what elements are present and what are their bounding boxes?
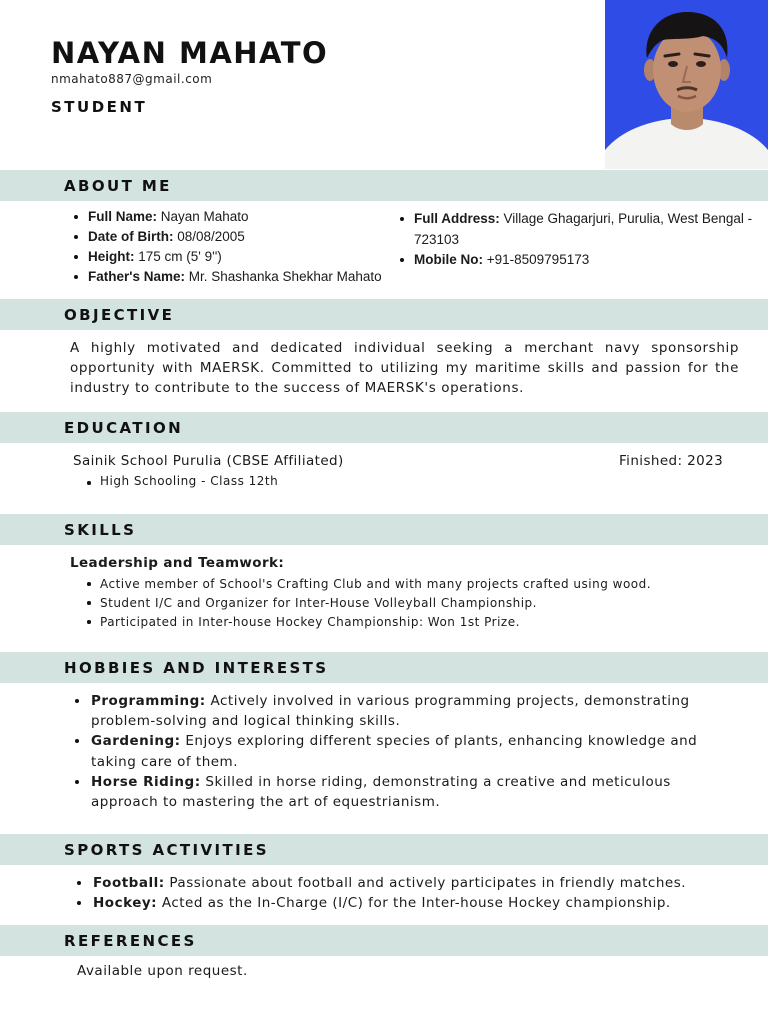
section-title: ABOUT ME xyxy=(64,177,172,195)
section-header-sports xyxy=(0,834,768,865)
section-title: OBJECTIVE xyxy=(64,306,175,324)
field-label: Full Address: xyxy=(414,211,500,226)
list-item: Participated in Inter-house Hockey Championship: Won 1st Prize. xyxy=(100,613,651,632)
field-label: Full Name: xyxy=(88,209,158,224)
field-value: Mr. Shashanka Shekhar Mahato xyxy=(185,269,382,284)
item-text: Acted as the In-Charge (I/C) for the Inter-house Hockey championship. xyxy=(157,895,671,911)
section-header-objective xyxy=(0,299,768,330)
section-header-hobbies xyxy=(0,652,768,683)
list-item xyxy=(93,893,686,913)
field-label: Date of Birth: xyxy=(88,229,174,244)
field-value: Nayan Mahato xyxy=(157,209,249,224)
references-text: Available upon request. xyxy=(77,963,248,979)
profile-photo xyxy=(605,0,768,169)
list-item xyxy=(91,731,701,771)
email-address: nmahato887@gmail.com xyxy=(51,72,213,86)
school-name: Sainik School Purulia (CBSE Affiliated) xyxy=(73,453,344,469)
field-value: +91-8509795173 xyxy=(483,252,590,267)
list-item: Active member of School's Crafting Club and with many projects crafted using wood. xyxy=(100,575,651,594)
item-text: Enjoys exploring different species of plants, enhancing knowledge and taking care of them. xyxy=(91,733,698,770)
objective-text: A highly motivated and dedicated individual seeking a merchant navy sponsorship opportunity with MAERSK. Committed to utilizing my maritime skills and passion for the industry to contribute to the success of MAERSK's operations. xyxy=(70,340,739,396)
hobbies-list xyxy=(91,691,701,812)
list-item: Student I/C and Organizer for Inter-House Volleyball Championship. xyxy=(100,594,651,613)
portrait-illustration xyxy=(605,0,768,169)
section-header-education xyxy=(0,412,768,443)
list-item xyxy=(414,250,764,271)
list-item xyxy=(88,227,382,247)
field-label: Father's Name: xyxy=(88,269,185,284)
section-title: REFERENCES xyxy=(64,932,197,950)
skill-category: Leadership and Teamwork: xyxy=(70,555,285,571)
about-details-right xyxy=(414,209,764,271)
list-item xyxy=(93,873,686,893)
job-role: STUDENT xyxy=(51,98,148,116)
candidate-name: NAYAN MAHATO xyxy=(51,36,329,70)
section-title: EDUCATION xyxy=(64,419,184,437)
item-text: Actively involved in various programming projects, demonstrating problem-solving and logical thinking skills. xyxy=(91,693,690,730)
skills-list xyxy=(100,575,651,632)
list-item xyxy=(414,209,764,250)
field-label: Height: xyxy=(88,249,135,264)
section-title: SKILLS xyxy=(64,521,137,539)
item-label: Horse Riding: xyxy=(91,773,201,790)
section-header-references xyxy=(0,925,768,956)
item-text: Skilled in horse riding, demonstrating a creative and meticulous approach to mastering the art of equestrianism. xyxy=(91,773,671,811)
list-item xyxy=(88,247,382,267)
item-text: Passionate about football and actively participates in friendly matches. xyxy=(164,875,687,891)
section-header-skills xyxy=(0,514,768,545)
field-value: 08/08/2005 xyxy=(173,229,245,244)
list-item xyxy=(88,207,382,227)
item-label: Football: xyxy=(93,875,165,891)
about-details-left xyxy=(88,207,382,287)
list-item xyxy=(91,772,701,812)
list-item xyxy=(91,691,701,731)
education-list xyxy=(100,474,278,488)
field-label: Mobile No: xyxy=(414,252,483,267)
field-value: 175 cm (5' 9'') xyxy=(134,249,222,264)
field-value: Village Ghagarjuri, Purulia, West Bengal - 723103 xyxy=(414,211,753,247)
section-title: HOBBIES AND INTERESTS xyxy=(64,659,329,677)
section-header-about xyxy=(0,170,768,201)
item-label: Hockey: xyxy=(93,895,158,911)
section-title: SPORTS ACTIVITIES xyxy=(64,841,269,859)
sports-list xyxy=(93,873,686,913)
finished-date: Finished: 2023 xyxy=(619,453,724,469)
list-item xyxy=(88,267,382,287)
list-item: High Schooling - Class 12th xyxy=(100,474,279,488)
item-label: Gardening: xyxy=(91,733,181,750)
item-label: Programming: xyxy=(91,693,206,709)
